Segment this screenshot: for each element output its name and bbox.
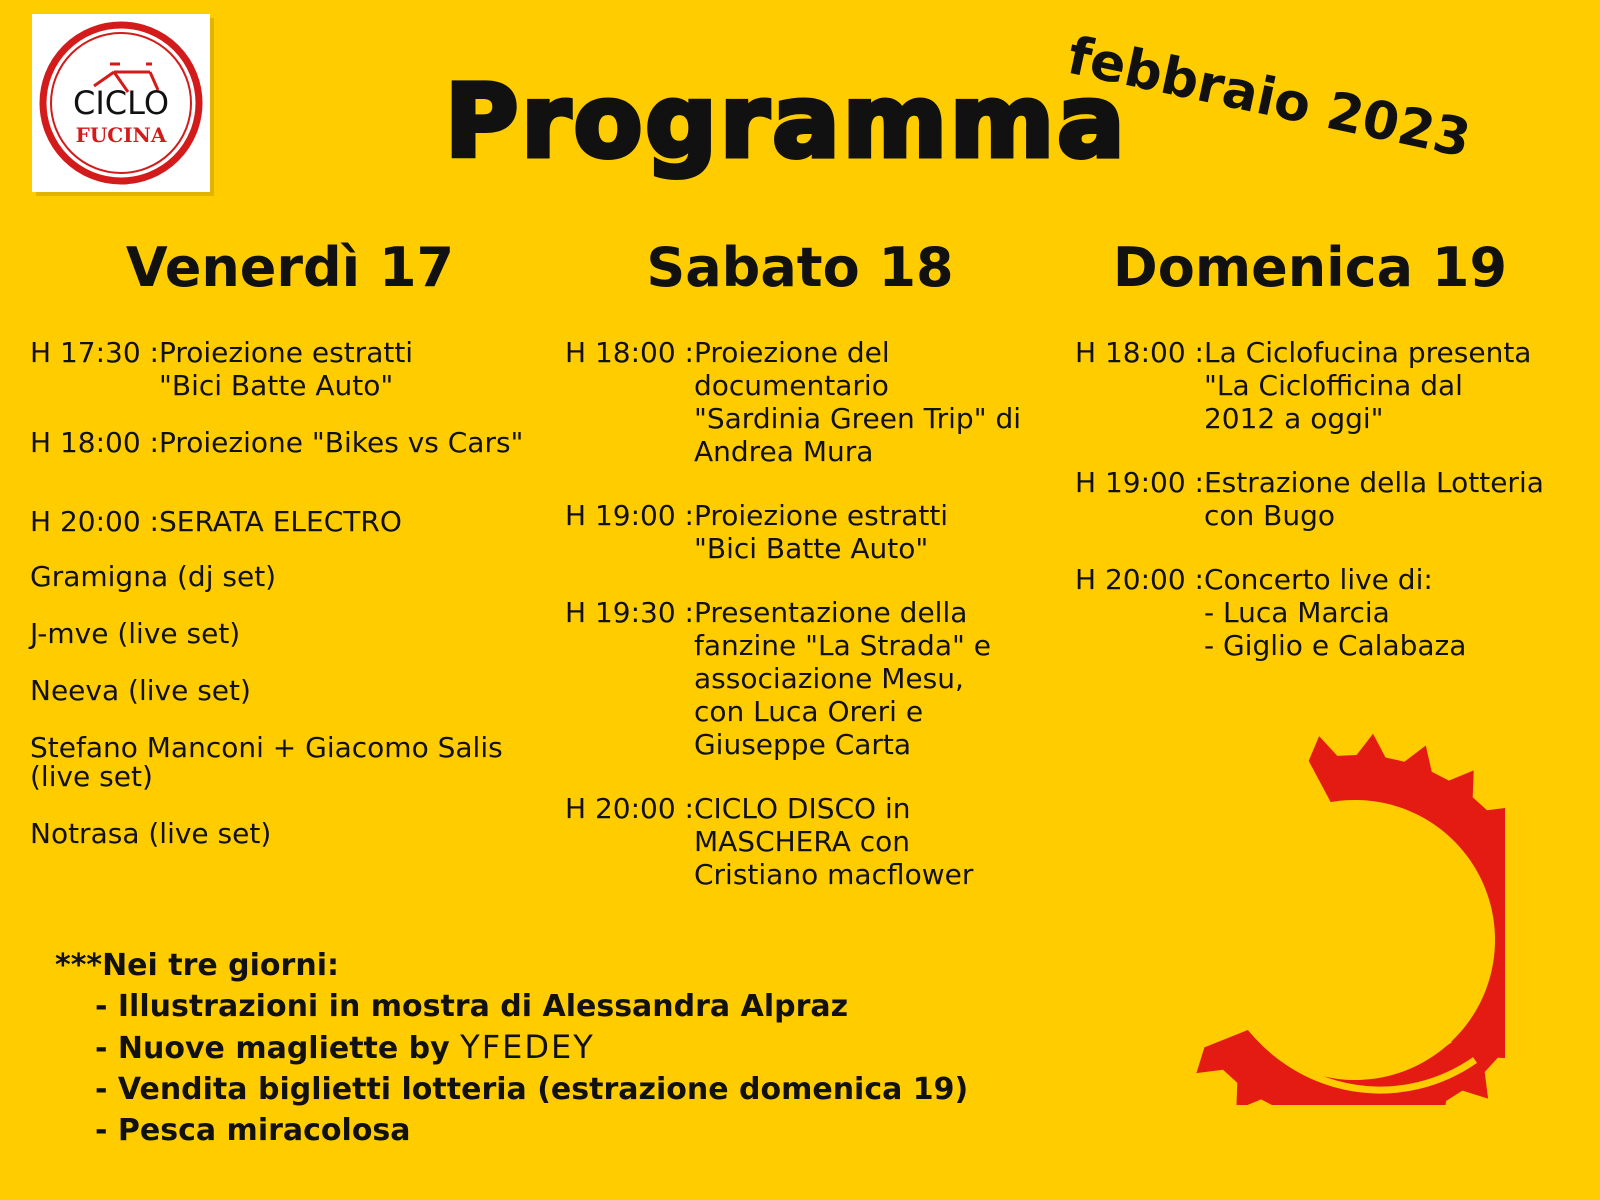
lineup-list	[30, 562, 570, 848]
lineup-item: Stefano Manconi + Giacomo Salis (live set)	[30, 731, 503, 793]
day-title: Venerdì 17	[125, 236, 455, 299]
event-time: H 18:00 :	[30, 426, 159, 459]
logo-graphic	[32, 14, 210, 192]
brand-name: YFEDEY	[460, 1028, 595, 1066]
event-description: Proiezione estratti "Bici Batte Auto"	[158, 336, 414, 402]
day-column-saturday	[565, 238, 1065, 922]
event-item	[1075, 466, 1595, 532]
event-time: H 19:00 :	[565, 499, 694, 532]
footer-item-tshirts	[95, 1027, 968, 1069]
event-time: H 19:30 :	[565, 596, 694, 629]
event-time: H 20:00 :	[1075, 563, 1204, 596]
event-item	[30, 426, 570, 459]
day-title: Sabato 18	[646, 236, 954, 299]
event-description: Presentazione della fanzine "La Strada" e associazione Mesu, con Luca Oreri e Giuseppe Carta	[693, 596, 991, 761]
event-description: Proiezione estratti "Bici Batte Auto"	[693, 499, 949, 565]
event-item	[30, 505, 570, 538]
page-title: Programma	[445, 63, 1128, 180]
footer-item: - Illustrazioni in mostra di Alessandra Alpraz	[95, 989, 849, 1024]
event-time: H 19:00 :	[1075, 466, 1204, 499]
event-item	[565, 336, 1065, 468]
lineup-item: Gramigna (dj set)	[30, 560, 277, 593]
day-title: Domenica 19	[1112, 236, 1508, 299]
gear-icon	[1155, 725, 1505, 1105]
event-item	[1075, 336, 1595, 435]
footer-heading: ***Nei tre giorni:	[55, 948, 339, 983]
event-description: Proiezione "Bikes vs Cars"	[158, 426, 524, 459]
lineup-item: Neeva (live set)	[30, 674, 251, 707]
event-time: H 20:00 :	[565, 792, 694, 825]
event-item	[565, 596, 1065, 761]
event-time: H 18:00 :	[565, 336, 694, 369]
logo-text-fucina: FUCINA	[75, 123, 167, 147]
event-item	[565, 499, 1065, 565]
event-item	[1075, 563, 1595, 662]
event-description: Proiezione del documentario "Sardinia Green Trip" di Andrea Mura	[693, 336, 1022, 468]
footer-item: - Pesca miracolosa	[95, 1113, 411, 1148]
lineup-item: Notrasa (live set)	[30, 817, 272, 850]
day-column-friday	[30, 238, 570, 876]
day-column-sunday	[1075, 238, 1595, 693]
event-time: H 17:30 :	[30, 336, 159, 369]
footer-list	[55, 986, 968, 1151]
event-time: H 18:00 :	[1075, 336, 1204, 369]
event-time: H 20:00 :	[30, 505, 159, 538]
lineup-item: J-mve (live set)	[30, 617, 241, 650]
event-item	[565, 792, 1065, 891]
logo-text-ciclo: CICLO	[73, 84, 169, 122]
date-stamp: febbraio 2023	[1062, 26, 1476, 170]
footer-item-text: - Nuove magliette by	[95, 1031, 461, 1066]
footer-notes	[55, 945, 968, 1151]
ciclofucina-logo	[32, 14, 210, 192]
event-description: Estrazione della Lotteria con Bugo	[1203, 466, 1544, 532]
event-description: Concerto live di: - Luca Marcia - Giglio e Calabaza	[1203, 563, 1467, 662]
event-item	[30, 336, 570, 402]
event-description: La Ciclofucina presenta "La Ciclofficina dal 2012 a oggi"	[1203, 336, 1532, 435]
event-description: CICLO DISCO in MASCHERA con Cristiano macflower	[693, 792, 974, 891]
footer-item: - Vendita biglietti lotteria (estrazione domenica 19)	[95, 1072, 969, 1107]
event-description: SERATA ELECTRO	[158, 505, 402, 538]
